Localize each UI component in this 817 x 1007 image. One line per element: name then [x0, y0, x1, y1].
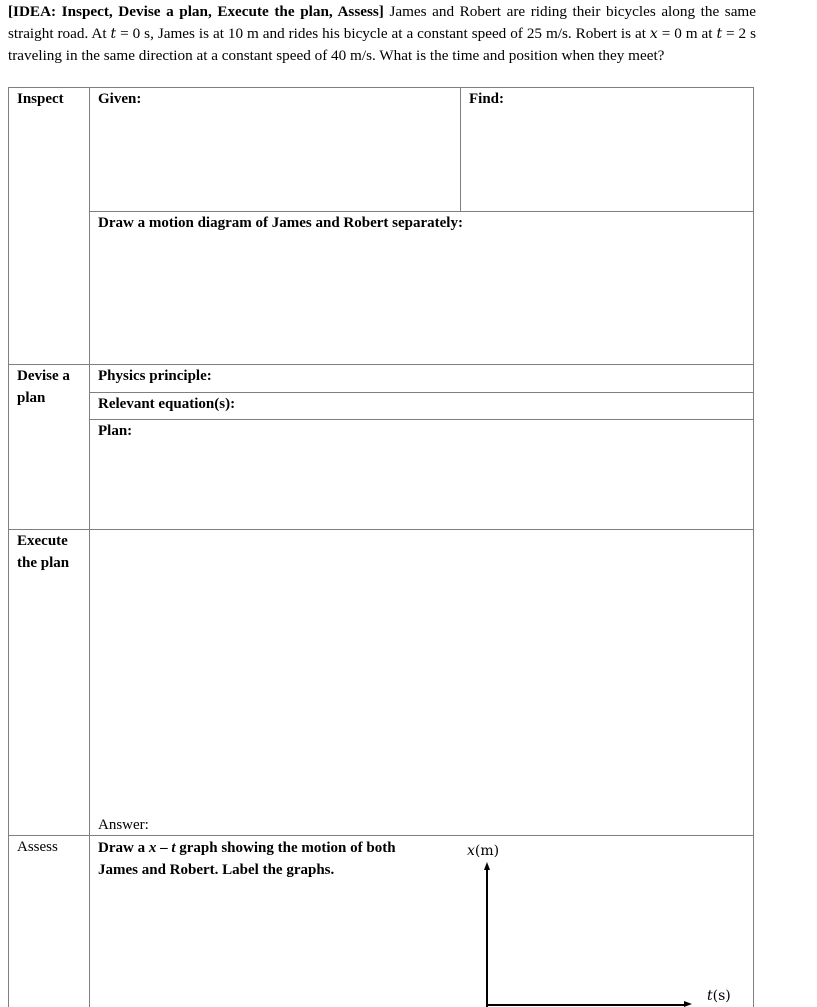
table-right-border — [753, 87, 754, 1007]
problem-text-2: = 0 s, James is at 10 m and rides his bicycle at a constant speed of 25 m/s. Robert is at — [116, 25, 650, 42]
table-left-border — [8, 87, 9, 1007]
section-devise-line1: Devise a — [17, 368, 70, 384]
y-axis — [486, 866, 488, 1007]
problem-statement — [8, 1, 756, 67]
var-x: x — [649, 26, 658, 42]
given-label: Given: — [98, 91, 142, 107]
section-execute-line2: the plan — [17, 555, 70, 571]
devise-bottom-line — [8, 529, 754, 530]
idea-tag: [IDEA: Inspect, Devise a plan, Execute the plan, Assess] — [8, 3, 384, 20]
problem-text-3: = 0 m at — [657, 25, 717, 42]
section-execute-line1: Execute — [17, 533, 68, 549]
xt-graph-instruction-line1: Draw a x – t graph showing the motion of both — [98, 840, 396, 856]
section-assess: Assess — [17, 839, 58, 855]
label-column-divider — [89, 87, 90, 1007]
problem-text-4: = 2 s traveling in the same direction at a constant speed of 40 m/s. What is the time and position when they meet? — [8, 25, 756, 64]
relevant-equations-label: Relevant equation(s): — [98, 396, 236, 412]
x-axis-label: t(s) — [707, 988, 731, 1004]
section-inspect: Inspect — [17, 91, 64, 107]
find-label: Find: — [469, 91, 505, 107]
given-find-divider — [460, 87, 461, 211]
var-t2: t — [716, 26, 723, 42]
answer-label: Answer: — [98, 817, 149, 833]
x-axis — [486, 1004, 686, 1006]
motion-diagram-label: Draw a motion diagram of James and Robert separately: — [98, 215, 463, 231]
section-devise-line2: plan — [17, 390, 46, 406]
var-t: t — [110, 26, 117, 42]
problem-text-1: James and Robert are riding their bicycles along the same straight road. At — [8, 3, 756, 42]
equation-bottom-line — [89, 419, 754, 420]
y-axis-label: x(m) — [467, 843, 500, 859]
xt-graph-instruction-line2: James and Robert. Label the graphs. — [98, 862, 335, 878]
x-axis-arrow — [684, 1001, 692, 1007]
plan-label: Plan: — [98, 423, 133, 439]
physics-principle-label: Physics principle: — [98, 368, 212, 384]
